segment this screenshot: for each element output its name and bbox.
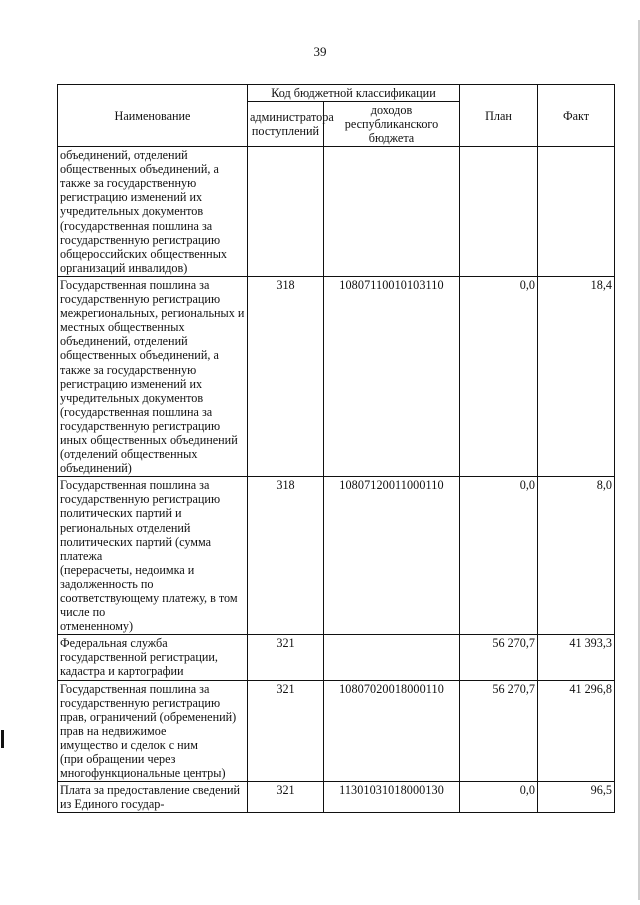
cell-admin: [248, 147, 324, 277]
cell-income: [324, 147, 460, 277]
cell-name: Государственная пошлина за государственную регистрацию политических партий и региональных отделений политических партий (сумма платежа (перерасчеты, недоимка и задолженность по соответствующему платежу, в том числе по отмененному): [58, 477, 248, 635]
cell-income: 10807110010103110: [324, 276, 460, 476]
cell-income: 11301031018000130: [324, 782, 460, 813]
cell-fact: 18,4: [538, 276, 615, 476]
cell-admin: 321: [248, 782, 324, 813]
page-number: 39: [313, 44, 327, 59]
header-admin: администратора поступлений: [248, 102, 324, 147]
budget-table: [57, 84, 615, 813]
header-income: доходов республиканского бюджета: [324, 102, 460, 147]
table-row: [58, 680, 615, 782]
cell-name: Государственная пошлина за государственную регистрацию межрегиональных, региональных и местных общественных объединений, отделений общественных объединений, а также за государственную регистрацию изменений их учредительных документов (государственная пошлина за государственную регистрацию иных общественных объединений (отделений общественных объединений): [58, 276, 248, 476]
scan-edge-mark: [1, 730, 4, 748]
cell-name: Федеральная служба государственной регистрации, кадастра и картографии: [58, 635, 248, 680]
cell-plan: 0,0: [460, 276, 538, 476]
cell-plan: 0,0: [460, 477, 538, 635]
cell-plan: [460, 147, 538, 277]
table-row: [58, 477, 615, 635]
cell-admin: 321: [248, 680, 324, 782]
cell-plan: 56 270,7: [460, 635, 538, 680]
cell-admin: 318: [248, 276, 324, 476]
cell-plan: 0,0: [460, 782, 538, 813]
cell-fact: [538, 147, 615, 277]
cell-admin: 321: [248, 635, 324, 680]
header-name: Наименование: [58, 85, 248, 147]
table-row: [58, 782, 615, 813]
header-plan: План: [460, 85, 538, 147]
cell-name: объединений, отделений общественных объединений, а также за государственную регистрацию изменений их учредительных документов (государственная пошлина за государственную регистрацию общероссийских общественных организаций инвалидов): [58, 147, 248, 277]
cell-admin: 318: [248, 477, 324, 635]
cell-name: Плата за предоставление сведений из Единого государ-: [58, 782, 248, 813]
table-row: [58, 276, 615, 476]
cell-fact: 41 296,8: [538, 680, 615, 782]
header-code-group: Код бюджетной классификации: [248, 85, 460, 102]
cell-income: 10807020018000110: [324, 680, 460, 782]
table-row: [58, 635, 615, 680]
cell-fact: 41 393,3: [538, 635, 615, 680]
cell-plan: 56 270,7: [460, 680, 538, 782]
cell-income: 10807120011000110: [324, 477, 460, 635]
cell-fact: 8,0: [538, 477, 615, 635]
cell-fact: 96,5: [538, 782, 615, 813]
header-fact: Факт: [538, 85, 615, 147]
cell-income: [324, 635, 460, 680]
table-row: [58, 147, 615, 277]
cell-name: Государственная пошлина за государственную регистрацию прав, ограничений (обременений) прав на недвижимое имущество и сделок с ним (при обращении через многофункциональные центры): [58, 680, 248, 782]
